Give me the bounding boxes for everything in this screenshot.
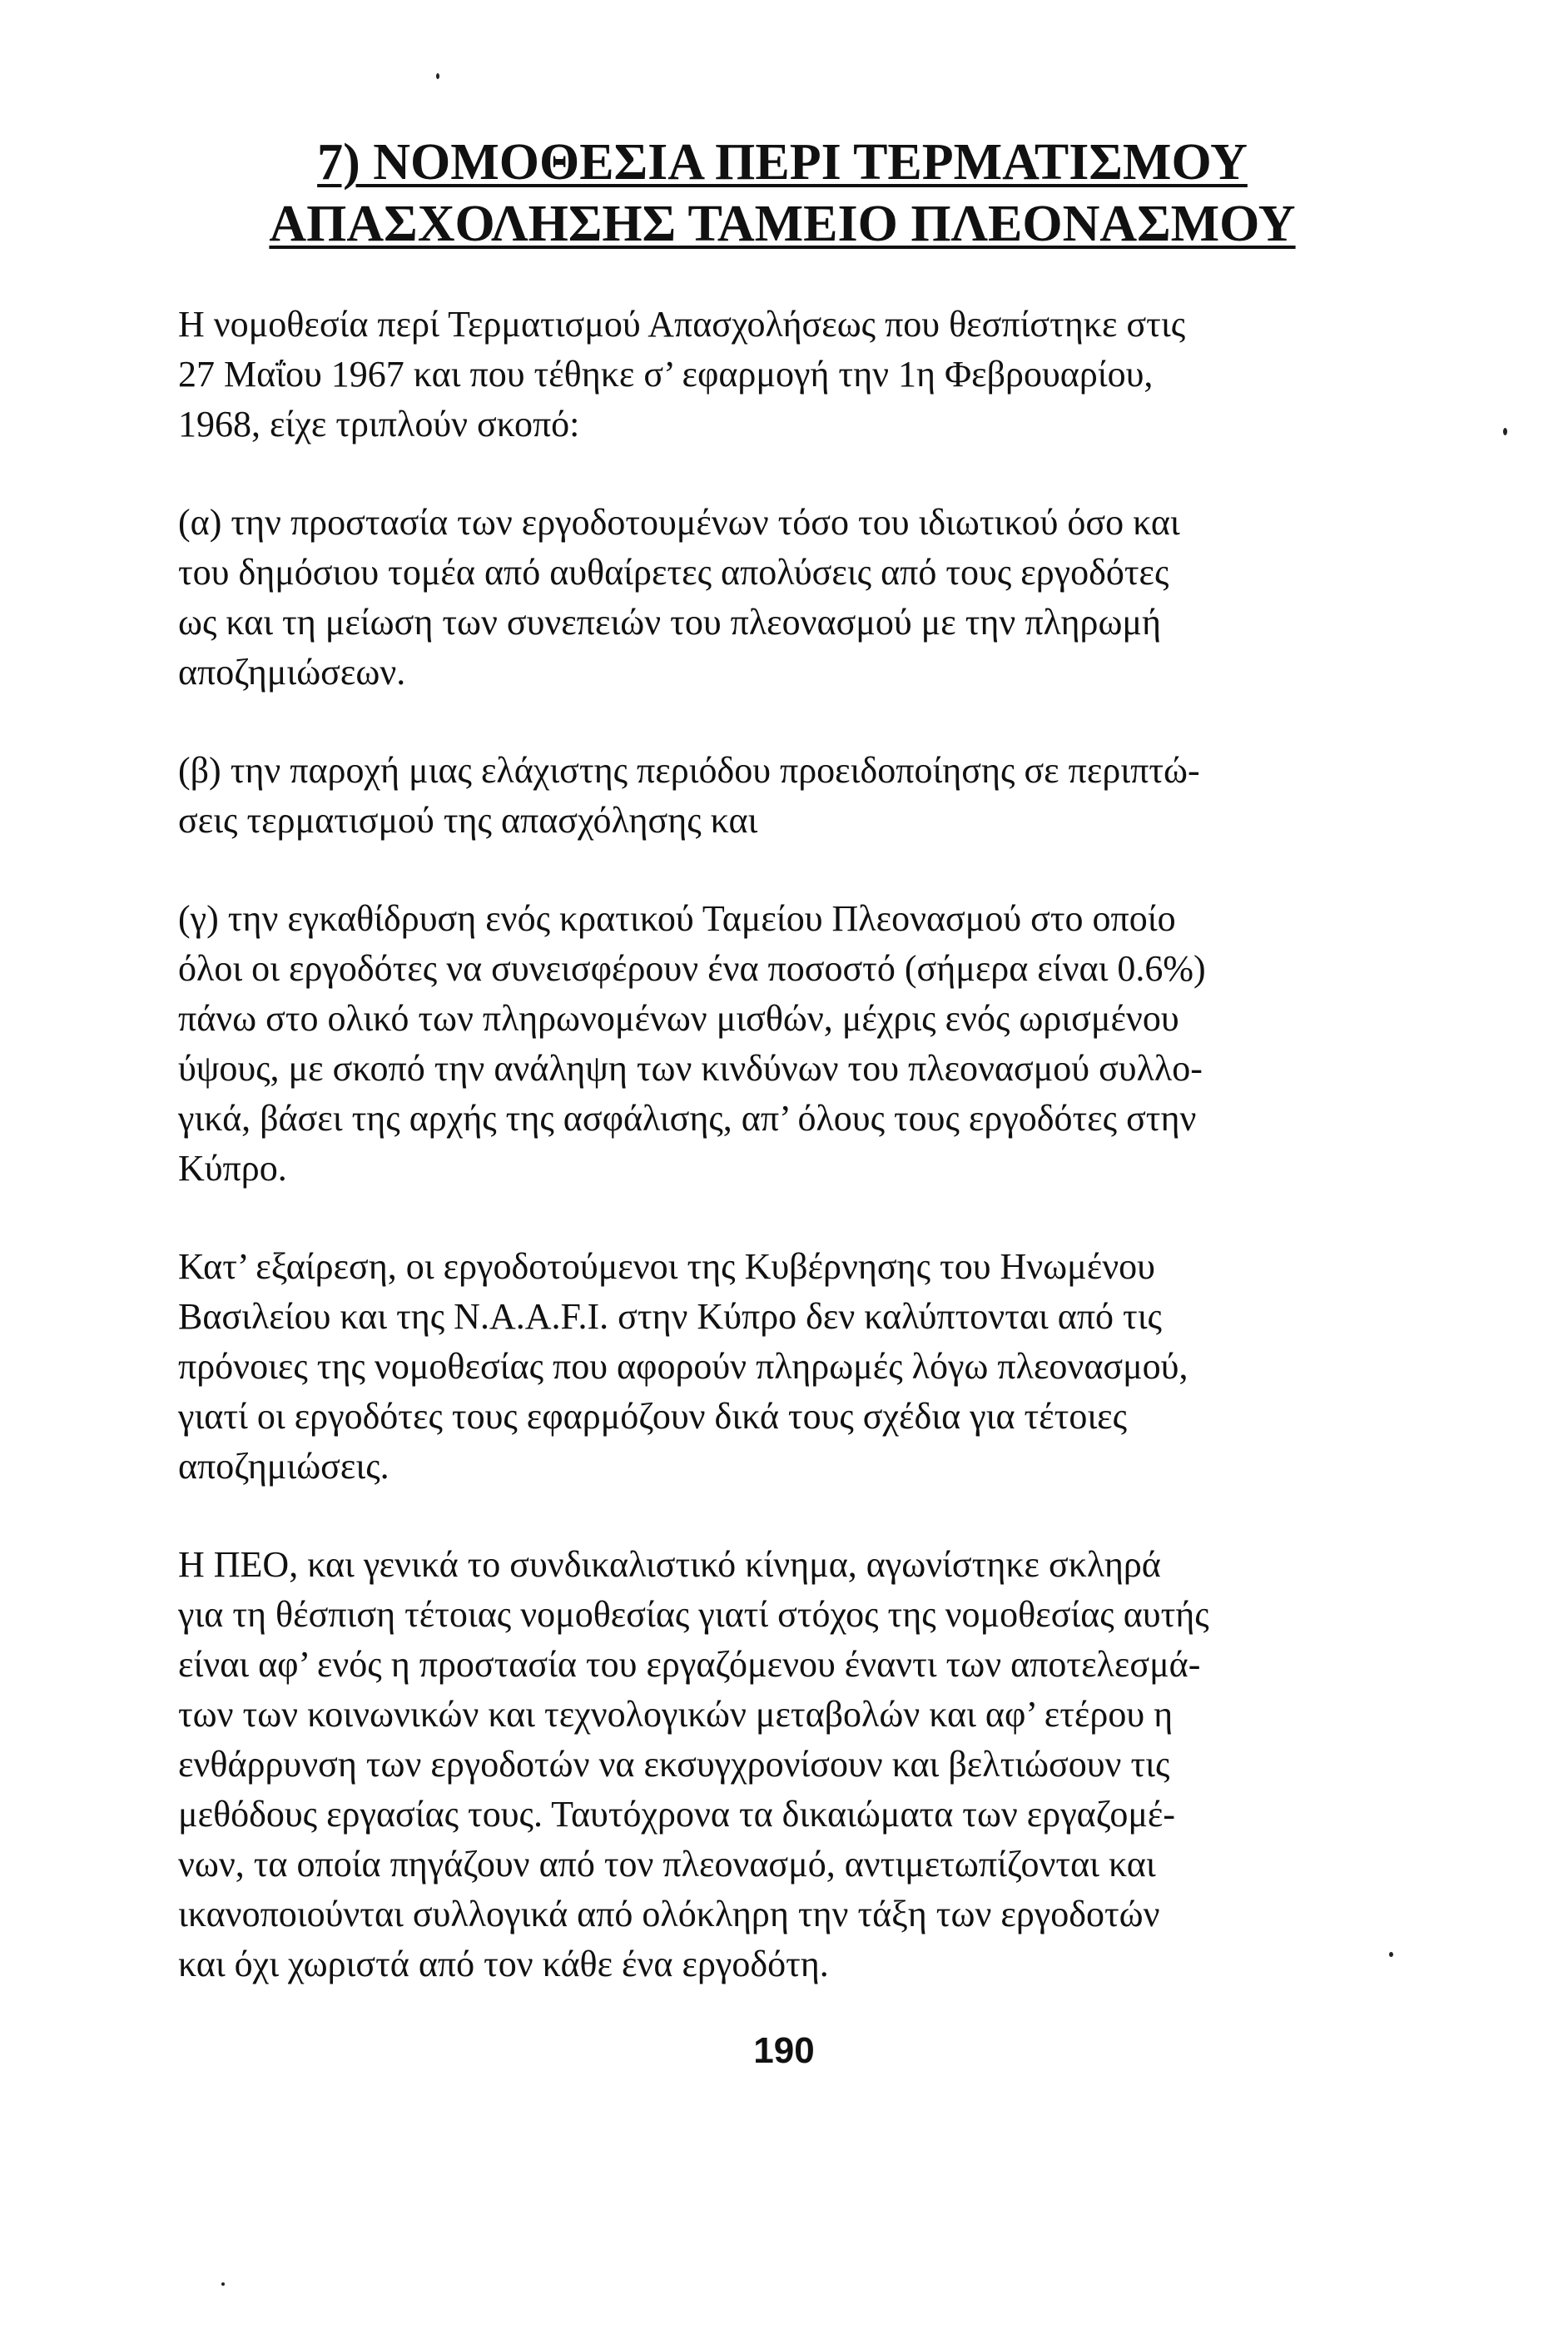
text-line: των των κοινωνικών και τεχνολογικών μεταβολών και αφ’ ετέρου η (178, 1694, 1174, 1735)
text-line: όλοι οι εργοδότες να συνεισφέρουν ένα ποσοστό (σήμερα είναι 0.6%) (178, 948, 1206, 989)
text-line: Η ΠΕΟ, και γενικά το συνδικαλιστικό κίνημα, αγωνίστηκε σκληρά (178, 1544, 1161, 1585)
text-line: Η νομοθεσία περί Τερματισμού Απασχολήσεως που θεσπίστηκε στις (178, 304, 1186, 345)
text-line: αποζημιώσεις. (178, 1446, 390, 1487)
paragraph-peo (178, 1540, 1433, 1989)
paragraph-gamma (178, 894, 1433, 1194)
page-number: 190 (753, 2030, 815, 2071)
text-line: νων, τα οποία πηγάζουν από τον πλεονασμό, αντιμετωπίζονται και (178, 1844, 1156, 1885)
text-line: ενθάρρυνση των εργοδοτών να εκσυγχρονίσουν και βελτιώσουν τις (178, 1744, 1170, 1785)
text-line: (α) την προστασία των εργοδοτουμένων τόσο του ιδιωτικού όσο και (178, 502, 1180, 543)
text-line: ως και τη μείωση των συνεπειών του πλεονασμού με την πληρωμή (178, 602, 1162, 643)
body-text (178, 300, 1433, 2038)
text-line: του δημόσιου τομέα από αυθαίρετες απολύσεις από τους εργοδότες (178, 552, 1169, 593)
text-line: μεθόδους εργασίας τους. Ταυτόχρονα τα δικαιώματα των εργαζομέ- (178, 1794, 1176, 1835)
title-line-2: ΑΠΑΣΧΟΛΗΣΗΣ ΤΑΜΕΙΟ ΠΛΕΟΝΑΣΜΟΥ (269, 196, 1296, 252)
scan-speck (221, 2282, 225, 2286)
text-line: πάνω στο ολικό των πληρωνομένων μισθών, μέχρις ενός ωρισμένου (178, 998, 1179, 1039)
text-line: είναι αφ’ ενός η προστασία του εργαζόμενου έναντι των αποτελεσμά- (178, 1644, 1201, 1685)
text-line: και όχι χωριστά από τον κάθε ένα εργοδότη. (178, 1944, 829, 1984)
text-line: σεις τερματισμού της απασχόλησης και (178, 800, 758, 841)
text-line: 27 Μαΐου 1967 και που τέθηκε σ’ εφαρμογή την 1η Φεβρουαρίου, (178, 354, 1154, 395)
paragraph-beta (178, 746, 1433, 846)
text-line: ικανοποιούνται συλλογικά από ολόκληρη την τάξη των εργοδοτών (178, 1894, 1160, 1934)
text-line: Κατ’ εξαίρεση, οι εργοδοτούμενοι της Κυβέρνησης του Ηνωμένου (178, 1246, 1155, 1287)
text-line: πρόνοιες της νομοθεσίας που αφορούν πληρωμές λόγω πλεονασμού, (178, 1346, 1188, 1387)
scan-speck (1503, 428, 1507, 435)
text-line: ύψους, με σκοπό την ανάληψη των κινδύνων του πλεονασμού συλλο- (178, 1048, 1203, 1089)
text-line: για τη θέσπιση τέτοιας νομοθεσίας γιατί στόχος της νομοθεσίας αυτής (178, 1594, 1209, 1635)
paragraph-alpha (178, 498, 1433, 698)
text-line: αποζημιώσεων. (178, 652, 406, 693)
text-line: Βασιλείου και της Ν.Α.Α.F.Ι. στην Κύπρο δεν καλύπτονται από τις (178, 1296, 1162, 1337)
text-line: 1968, είχε τριπλούν σκοπό: (178, 404, 580, 444)
title-line-1: 7) ΝΟΜΟΘΕΣΙΑ ΠΕΡΙ ΤΕΡΜΑΤΙΣΜΟΥ (317, 134, 1248, 191)
text-line: (β) την παροχή μιας ελάχιστης περιόδου προειδοποίησης σε περιπτώ- (178, 750, 1200, 791)
paragraph-exception (178, 1242, 1433, 1492)
text-line: γιατί οι εργοδότες τους εφαρμόζουν δικά τους σχέδια για τέτοιες (178, 1396, 1128, 1437)
page-title (250, 132, 1315, 255)
paragraph-intro (178, 300, 1433, 449)
text-line: γικά, βάσει της αρχής της ασφάλισης, απ’ όλους τους εργοδότες στην (178, 1098, 1197, 1139)
text-line: (γ) την εγκαθίδρυση ενός κρατικού Ταμείου Πλεονασμού στο οποίο (178, 898, 1176, 939)
text-line: Κύπρο. (178, 1148, 287, 1189)
scan-speck (436, 73, 439, 79)
